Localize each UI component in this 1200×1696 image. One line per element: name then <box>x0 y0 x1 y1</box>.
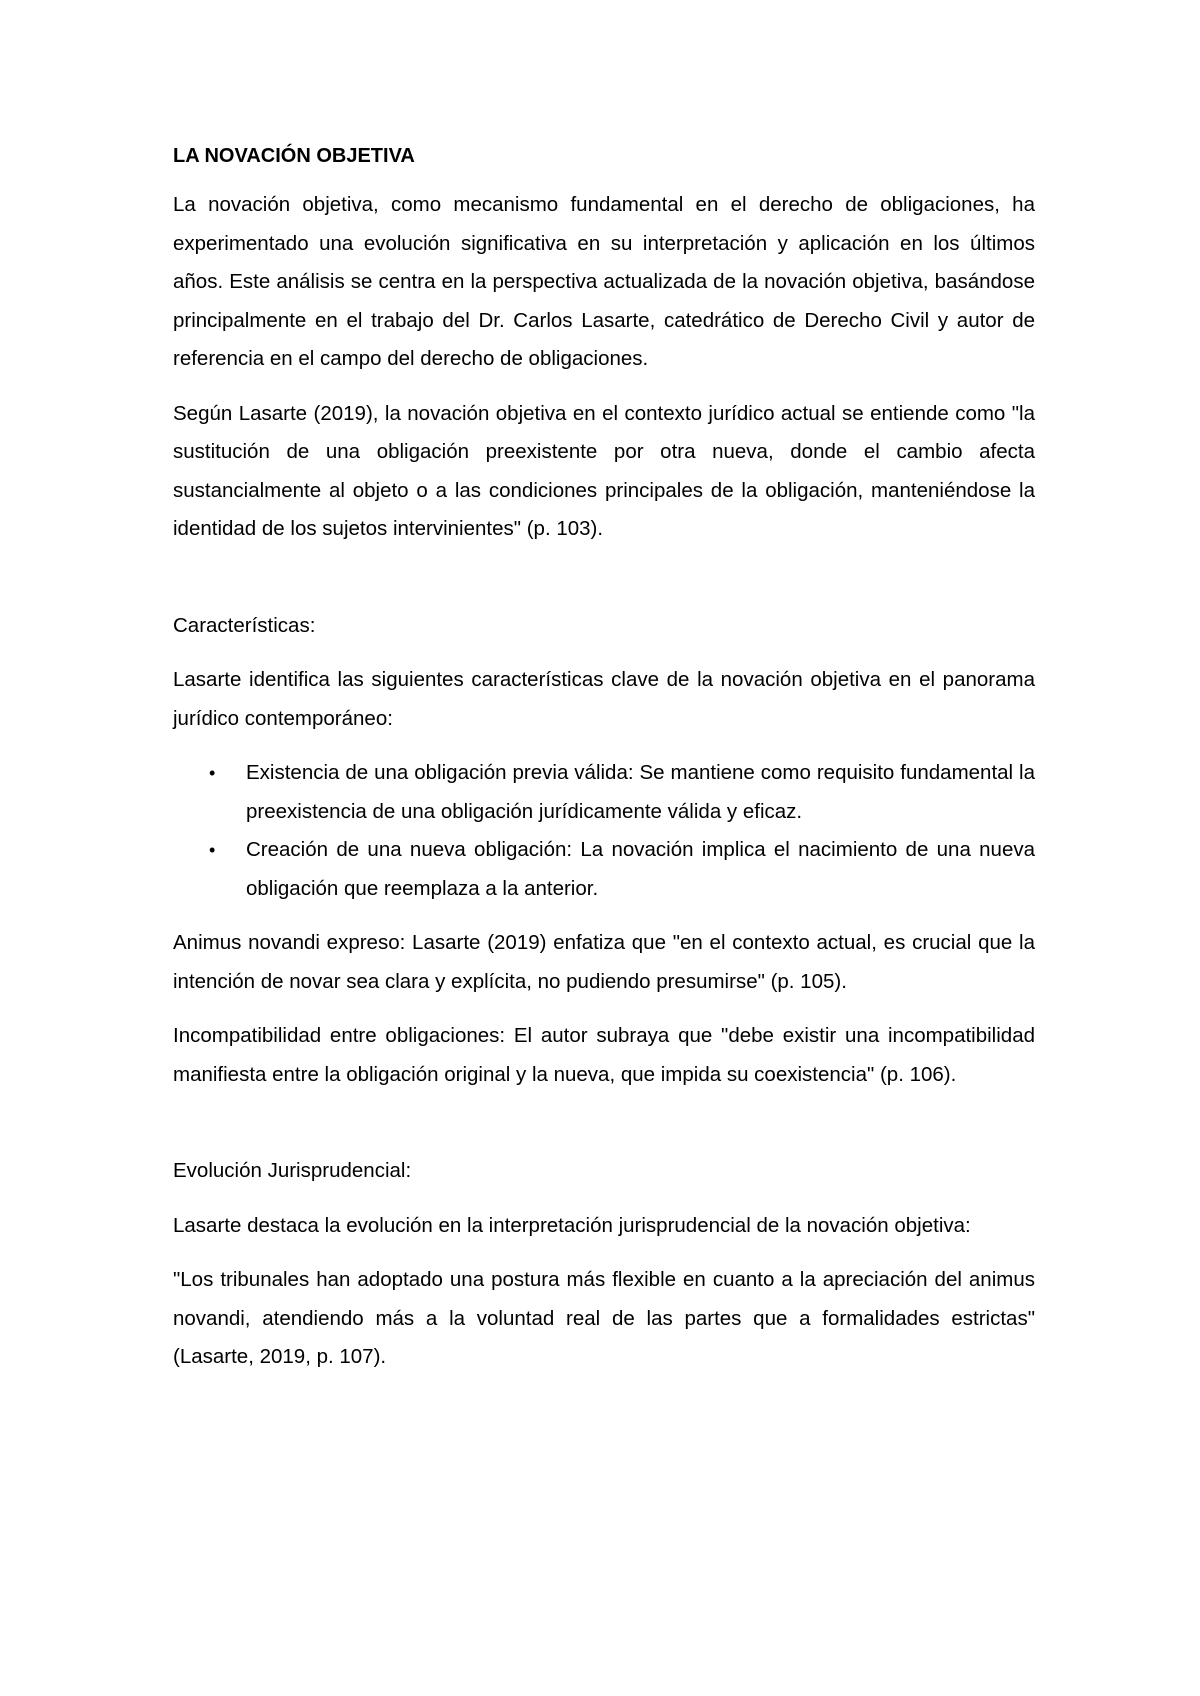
list-item-text: Existencia de una obligación previa válida: Se mantiene como requisito fundamental la preexistencia de una obligación jurídicamente válida y eficaz. <box>246 761 1035 823</box>
section-heading-caracteristicas: Características: <box>173 613 316 637</box>
section-heading-evolucion: Evolución Jurisprudencial: <box>173 1159 412 1182</box>
caracteristicas-list <box>173 754 1035 908</box>
list-item <box>173 754 1035 831</box>
document-page <box>173 140 1035 1393</box>
bullet-icon: • <box>209 840 216 860</box>
list-item <box>173 831 1035 908</box>
caracteristicas-intro: Lasarte identifica las siguientes características clave de la novación objetiva en el panorama jurídico contemporáneo: <box>173 668 1035 730</box>
document-title: LA NOVACIÓN OBJETIVA <box>173 145 415 167</box>
evolucion-quote-paragraph: "Los tribunales han adoptado una postura más flexible en cuanto a la apreciación del animus novandi, atendiendo más a la voluntad real de las partes que a formalidades estrictas" (Lasarte, 2019, p. 107). <box>173 1268 1035 1368</box>
intro-paragraph-1: La novación objetiva, como mecanismo fundamental en el derecho de obligaciones, ha experimentado una evolución significativa en su interpretación y aplicación en los últimos años. Este análisis se centra en la perspectiva actualizada de la novación objetiva, basándose principalmente en el trabajo del Dr. Carlos Lasarte, catedrático de Derecho Civil y autor de referencia en el campo del derecho de obligaciones. <box>173 193 1035 370</box>
evolucion-paragraph-1: Lasarte destaca la evolución en la interpretación jurisprudencial de la novación objetiva: <box>173 1213 971 1237</box>
bullet-icon: • <box>209 763 216 783</box>
incompatibilidad-paragraph: Incompatibilidad entre obligaciones: El autor subraya que "debe existir una incompatibilidad manifiesta entre la obligación original y la nueva, que impida su coexistencia" (p. 106). <box>173 1024 1035 1086</box>
intro-paragraph-2: Según Lasarte (2019), la novación objetiva en el contexto jurídico actual se entiende como "la sustitución de una obligación preexistente por otra nueva, donde el cambio afecta sustancialmente al objeto o a las condiciones principales de la obligación, manteniéndose la identidad de los sujetos intervinientes" (p. 103). <box>173 401 1035 540</box>
animus-novandi-paragraph: Animus novandi expreso: Lasarte (2019) enfatiza que "en el contexto actual, es crucial que la intención de novar sea clara y explícita, no pudiendo presumirse" (p. 105). <box>173 931 1035 993</box>
list-item-text: Creación de una nueva obligación: La novación implica el nacimiento de una nueva obligación que reemplaza a la anterior. <box>246 838 1035 900</box>
